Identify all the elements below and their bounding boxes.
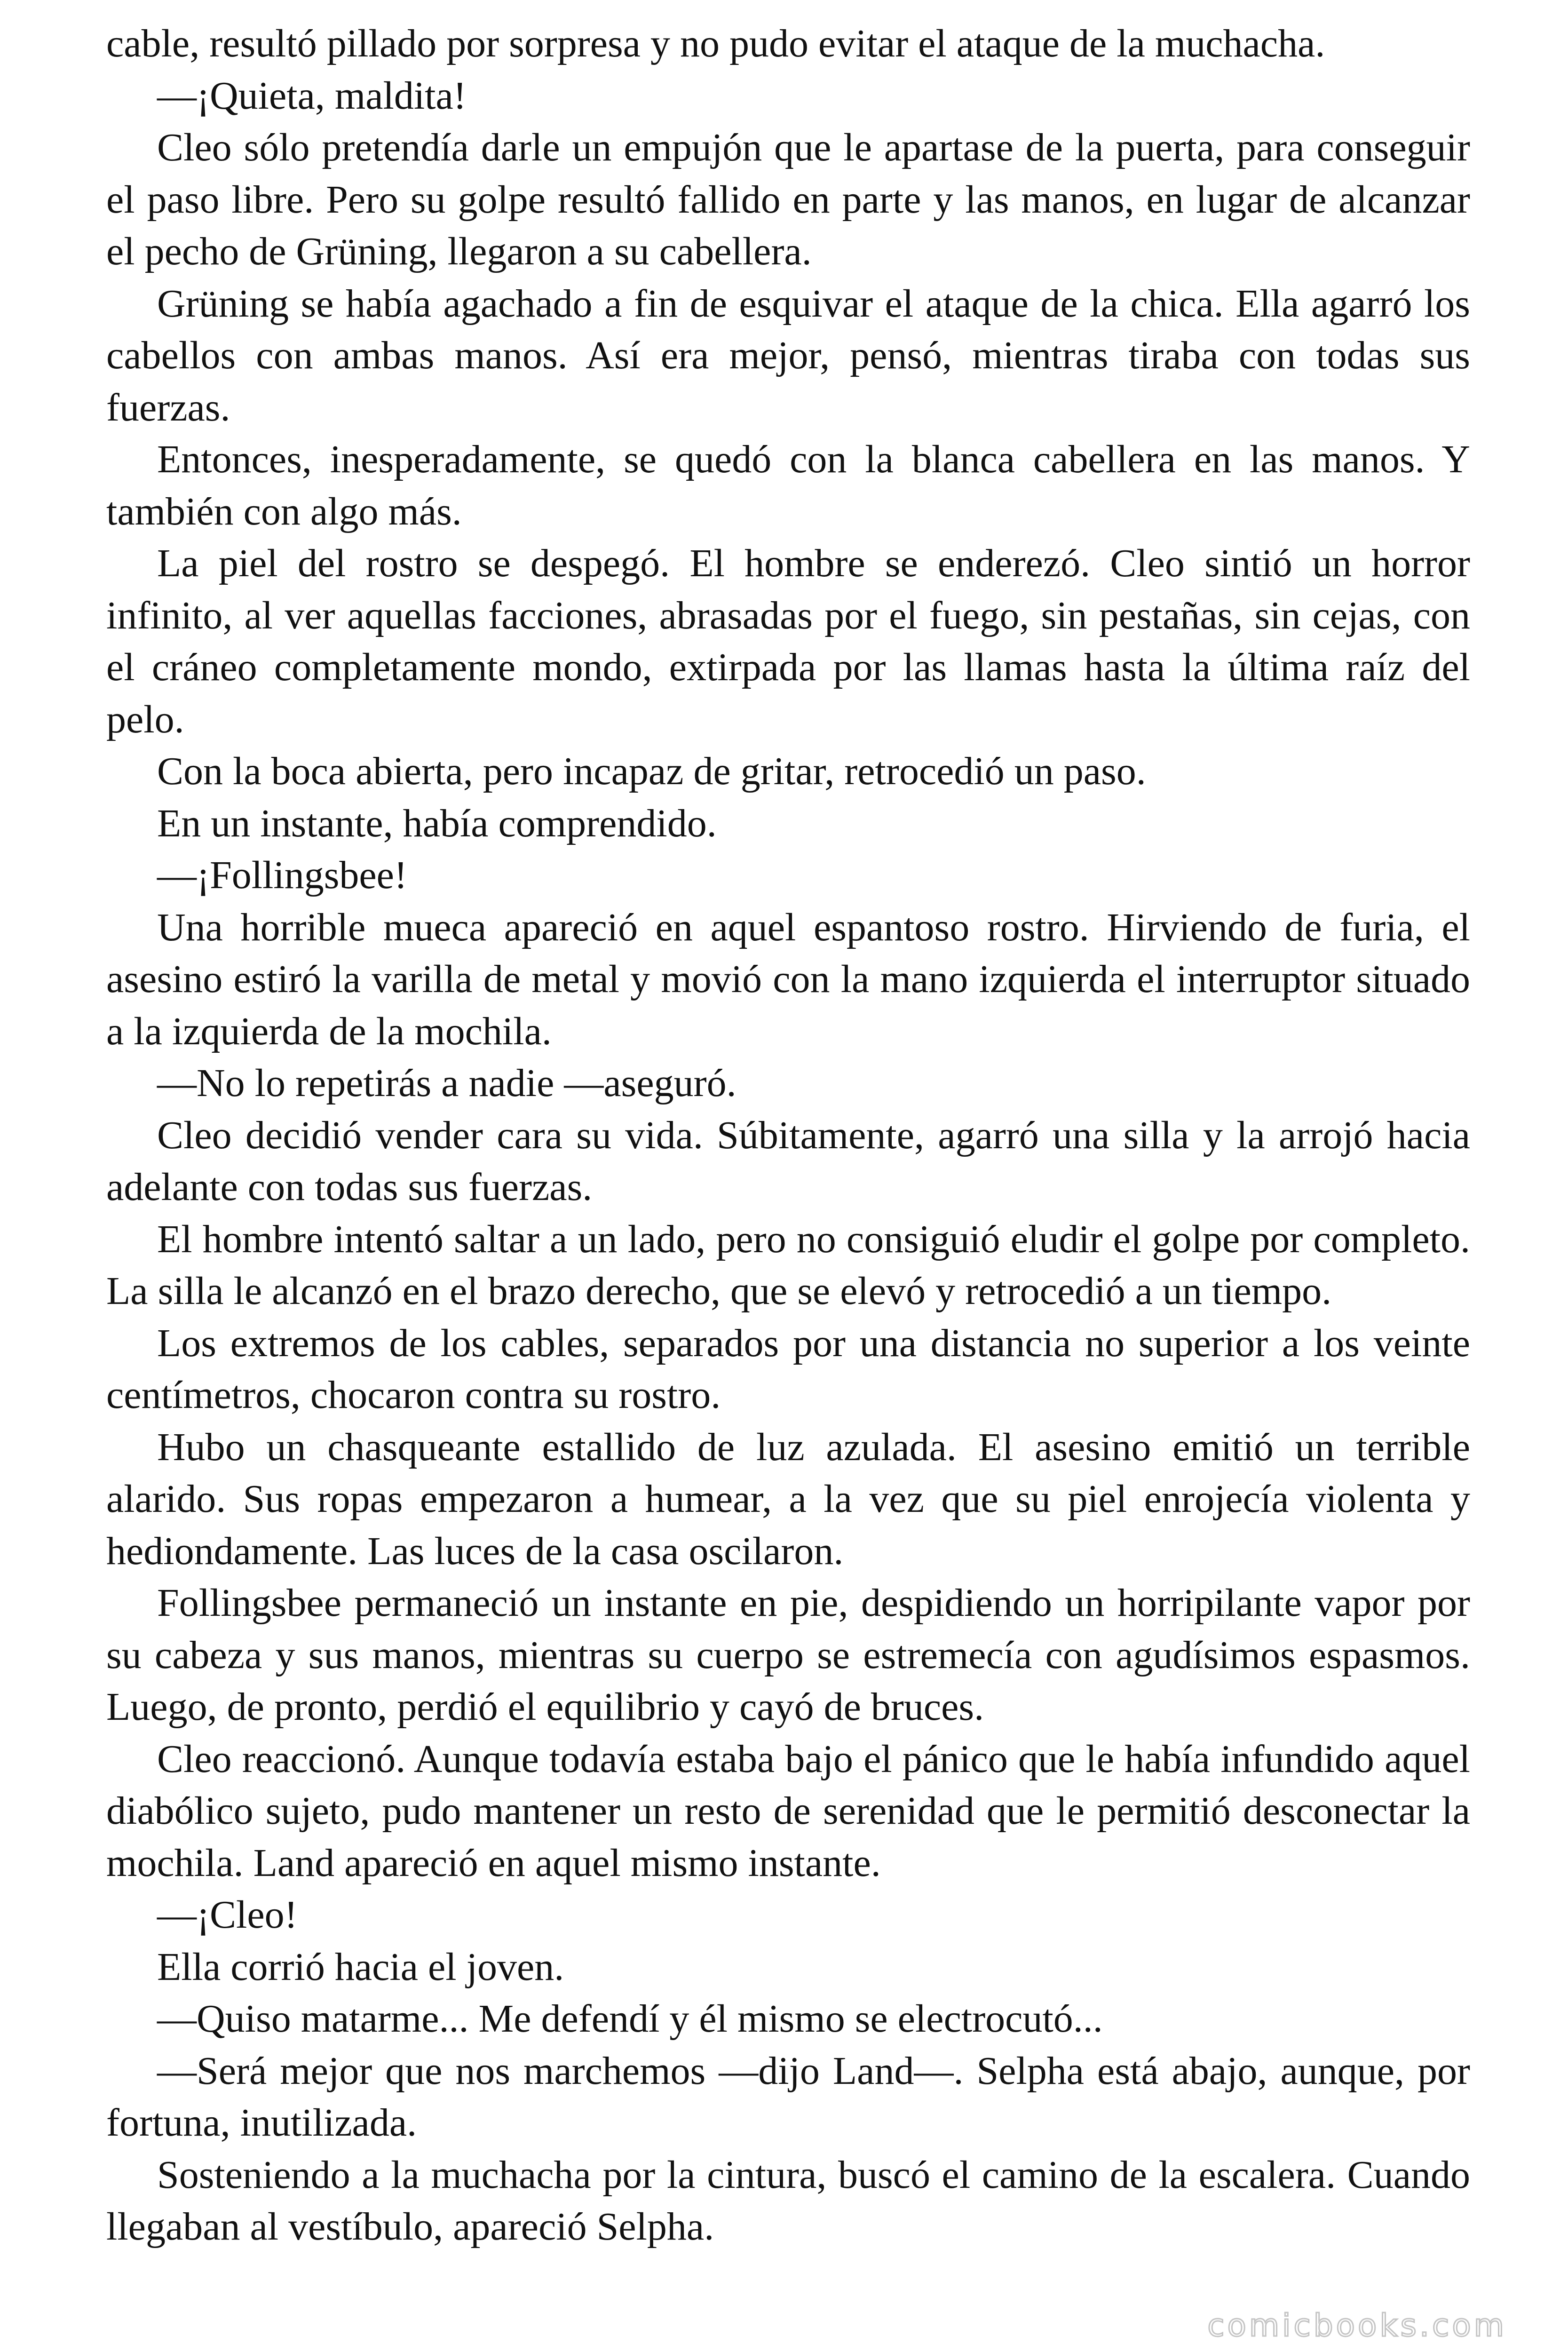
- paragraph: Cleo reaccionó. Aunque todavía estaba bajo el pánico que le había infundido aquel diabólico sujeto, pudo mantener un resto de serenidad que le permitió desconectar la mochila. Land apareció en aquel mismo instante.: [106, 1737, 1470, 1885]
- paragraph: —¡Follingsbee!: [157, 853, 407, 897]
- paragraph: Hubo un chasqueante estallido de luz azulada. El asesino emitió un terrible alarido. Sus ropas empezaron a humear, a la vez que su piel enrojecía violenta y hediondamente. Las luces de la casa oscilaron.: [106, 1425, 1470, 1573]
- paragraph: —No lo repetirás a nadie —aseguró.: [157, 1061, 736, 1105]
- paragraph: cable, resultó pillado por sorpresa y no pudo evitar el ataque de la muchacha.: [106, 22, 1325, 65]
- paragraph: Entonces, inesperadamente, se quedó con la blanca cabellera en las manos. Y también con algo más.: [106, 437, 1470, 533]
- paragraph: —¡Cleo!: [157, 1893, 298, 1937]
- paragraph: Follingsbee permaneció un instante en pie, despidiendo un horripilante vapor por su cabeza y sus manos, mientras su cuerpo se estremecía con agudísimos espasmos. Luego, de pronto, perdió el equilibrio y cayó de bruces.: [106, 1581, 1470, 1729]
- paragraph: —Será mejor que nos marchemos —dijo Land—. Selpha está abajo, aunque, por fortuna, inutilizada.: [106, 2049, 1470, 2145]
- paragraph: La piel del rostro se despegó. El hombre se enderezó. Cleo sintió un horror infinito, al ver aquellas facciones, abrasadas por el fuego, sin pestañas, sin cejas, con el cráneo completamente mondo, extirpada por las llamas hasta la última raíz del pelo.: [106, 541, 1470, 741]
- paragraph: Ella corrió hacia el joven.: [157, 1945, 564, 1989]
- paragraph: El hombre intentó saltar a un lado, pero no consiguió eludir el golpe por completo. La silla le alcanzó en el brazo derecho, que se elevó y retrocedió a un tiempo.: [106, 1217, 1470, 1313]
- paragraph: Grüning se había agachado a fin de esquivar el ataque de la chica. Ella agarró los cabellos con ambas manos. Así era mejor, pensó, mientras tiraba con todas sus fuerzas.: [106, 281, 1470, 429]
- paragraph: Sosteniendo a la muchacha por la cintura, buscó el camino de la escalera. Cuando llegaban al vestíbulo, apareció Selpha.: [106, 2153, 1470, 2249]
- watermark: comicbooks.com: [1207, 2307, 1507, 2344]
- paragraph: En un instante, había comprendido.: [157, 801, 717, 845]
- paragraph: Una horrible mueca apareció en aquel espantoso rostro. Hirviendo de furia, el asesino estiró la varilla de metal y movió con la mano izquierda el interruptor situado a la izquierda de la mochila.: [106, 905, 1470, 1053]
- paragraph: Cleo decidió vender cara su vida. Súbitamente, agarró una silla y la arrojó hacia adelante con todas sus fuerzas.: [106, 1113, 1470, 1209]
- paragraph: Con la boca abierta, pero incapaz de gritar, retrocedió un paso.: [157, 749, 1146, 793]
- paragraph: Cleo sólo pretendía darle un empujón que le apartase de la puerta, para conseguir el paso libre. Pero su golpe resultó fallido en parte y las manos, en lugar de alcanzar el pecho de Grüning, llegaron a su cabellera.: [106, 126, 1470, 273]
- paragraph: —¡Quieta, maldita!: [157, 73, 467, 118]
- page-body-text: [106, 18, 1470, 2253]
- paragraph: Los extremos de los cables, separados por una distancia no superior a los veinte centímetros, chocaron contra su rostro.: [106, 1321, 1470, 1417]
- paragraph: —Quiso matarme... Me defendí y él mismo se electrocutó...: [157, 1997, 1103, 2041]
